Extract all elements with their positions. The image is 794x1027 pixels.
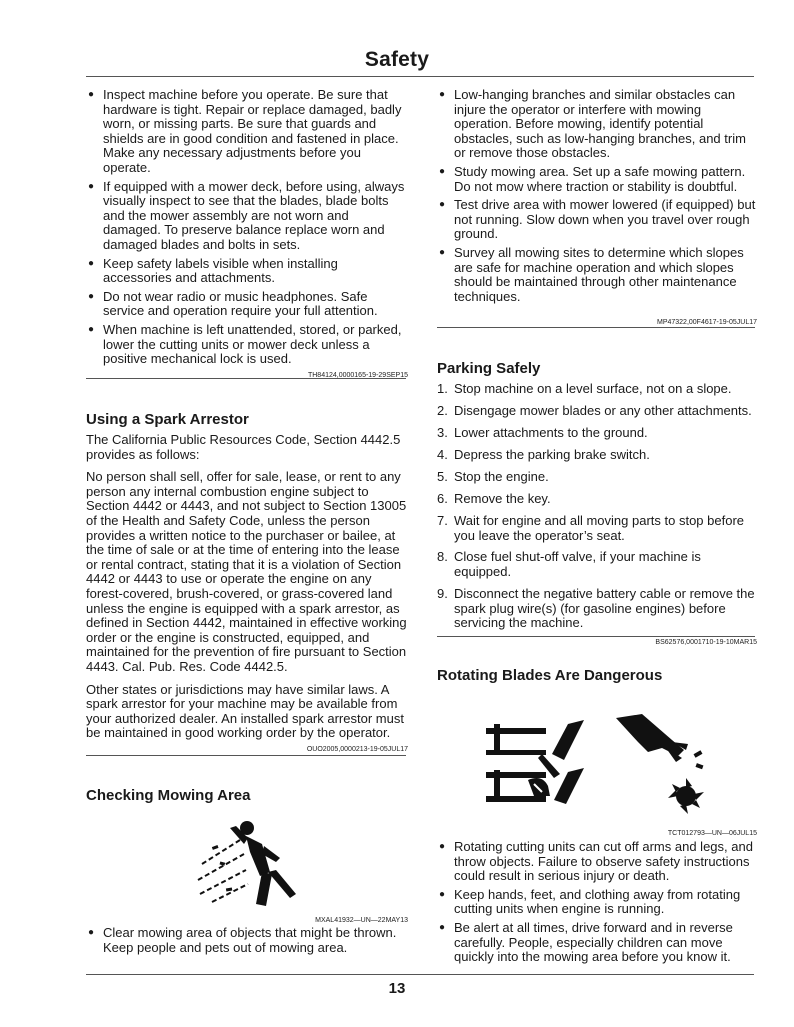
section-title: Parking Safely (437, 360, 541, 377)
list-item: 9. Disconnect the negative battery cable or remove the spark plug wire(s) (for gasoline engines) before servicing the machine. (437, 586, 755, 631)
reference-code: OUO2005,0000213-19-05JUL17 (306, 745, 408, 753)
right-top-bullets (437, 88, 757, 304)
parking-section (437, 360, 757, 647)
section-title: Checking Mowing Area (86, 787, 251, 804)
left-column (86, 88, 408, 380)
list-item: ● Be alert at all times, drive forward and in reverse carefully. People, especially children can move quickly into the mowing area before you know it. (437, 921, 757, 965)
rotating-blade-hand-illustration (612, 714, 712, 818)
footer-rule (86, 974, 754, 975)
list-item: ● Do not wear radio or music headphones. Safe service and operation require your full attention. (86, 290, 408, 319)
section-rule (86, 378, 406, 379)
mowing-area-text (86, 916, 408, 959)
rotating-blades-bullets (437, 840, 757, 965)
list-item: ● Keep safety labels visible when installing accessories and attachments. (86, 257, 408, 286)
list-item: 8. Close fuel shut-off valve, if your machine is equipped. (437, 549, 701, 580)
list-item: ● Low-hanging branches and similar obstacles can injure the operator or interfere with mowing operation. Before mowing, identify potential obstacles, such as low-hanging branches, and trim or remove those obstacles. (437, 88, 757, 161)
section-rule (437, 636, 755, 637)
list-item: 4. Depress the parking brake switch. (437, 446, 650, 462)
rotating-blades-text (437, 829, 757, 969)
reference-code: MP47322,00F4617-19-05JUL17 (656, 319, 757, 327)
list-item: 5. Stop the engine. (437, 468, 549, 484)
section-title: Using a Spark Arrestor (86, 411, 249, 428)
header-rule (86, 76, 754, 77)
figure-reference: TCT012793—UN—06JUL15 (667, 830, 757, 837)
list-item: 7. Wait for engine and all moving parts to stop before you leave the operator’s seat. (437, 512, 745, 543)
section-rule (86, 755, 406, 756)
rotating-blades-section (437, 667, 757, 689)
right-column (437, 88, 757, 327)
paragraph: The California Public Resources Code, Section 4442.5 provides as follows: (86, 432, 401, 462)
list-item: ● Test drive area with mower lowered (if equipped) but not running. Slow down when you travel over rough ground. (437, 198, 757, 242)
paragraph: No person shall sell, offer for sale, lease, or rent to any person any internal combustion engine subject to Section 4442 or 4443, and not subject to Section 13005 of the Health and Safety Code, unless the person provides a written notice to the purchaser or bailee, at the time of sale or at the time of entering into the lease or rental contract, stating that it is a violation of Section 4442 or 4443 to use or operate the engine on any forest-covered, brush-covered, or grass-covered land unless the engine is equipped with a spark arrestor, as defined in Section 4442, maintained in effective working order or the engine is constructed, equipped, and maintained for the prevention of fire pursuant to Section 4443. Cal. Pub. Res. Code 4442.5. (86, 469, 407, 674)
spark-arrestor-section (86, 411, 408, 754)
paragraph: Other states or jurisdictions may have similar laws. A spark arrestor for your machine may be available from your authorized dealer. An installed spark arrestor must be maintained in good working order by the operator. (86, 681, 404, 741)
list-item: ● Keep hands, feet, and clothing away from rotating cutting units when engine is running. (437, 888, 757, 917)
list-item: ● Inspect machine before you operate. Be sure that hardware is tight. Repair or replace damaged, badly worn, or missing parts. Be sure that guards and shields are in good condition and fastened in place. Make any necessary adjustments before you operate. (86, 88, 408, 176)
list-item: 3. Lower attachments to the ground. (437, 424, 648, 440)
figure-reference: MXAL41932—UN—22MAY13 (315, 917, 408, 924)
page-number: 13 (388, 980, 406, 997)
section-rule (437, 327, 755, 328)
parking-steps (437, 382, 757, 631)
section-title: Rotating Blades Are Dangerous (437, 667, 663, 684)
thrown-objects-illustration (190, 814, 300, 910)
reference-code: TH84124,0000165-19-29SEP15 (307, 371, 408, 379)
list-item: ● Study mowing area. Set up a safe mowing pattern. Do not mow where traction or stability is doubtful. (437, 165, 757, 194)
list-item: ● When machine is left unattended, stored, or parked, lower the cutting units or mower deck unless a positive mechanical lock is used. (86, 323, 408, 367)
reference-code: BS62576,0001710-19-10MAR15 (655, 639, 757, 647)
left-top-bullets (86, 88, 408, 367)
page-title: Safety (364, 48, 430, 71)
mowing-area-section (86, 787, 408, 809)
list-item: ● If equipped with a mower deck, before using, always visually inspect to see that the blades, blade bolts and the mower assembly are not worn and damaged. To preserve balance replace worn and damaged blades and bolts in sets. (86, 180, 408, 253)
list-item: ● Rotating cutting units can cut off arms and legs, and throw objects. Failure to observe safety instructions could result in serious injury or death. (437, 840, 757, 884)
cutting-units-hand-foot-illustration (484, 714, 594, 810)
list-item: 2. Disengage mower blades or any other attachments. (437, 402, 752, 418)
list-item: ● Clear mowing area of objects that might be thrown. Keep people and pets out of mowing area. (86, 926, 408, 955)
list-item: 1. Stop machine on a level surface, not on a slope. (437, 381, 732, 396)
list-item: 6. Remove the key. (437, 490, 551, 506)
mowing-area-bullets (86, 926, 408, 955)
list-item: ● Survey all mowing sites to determine which slopes are safe for machine operation and which slopes should be maintained through other maintenance techniques. (437, 246, 757, 304)
